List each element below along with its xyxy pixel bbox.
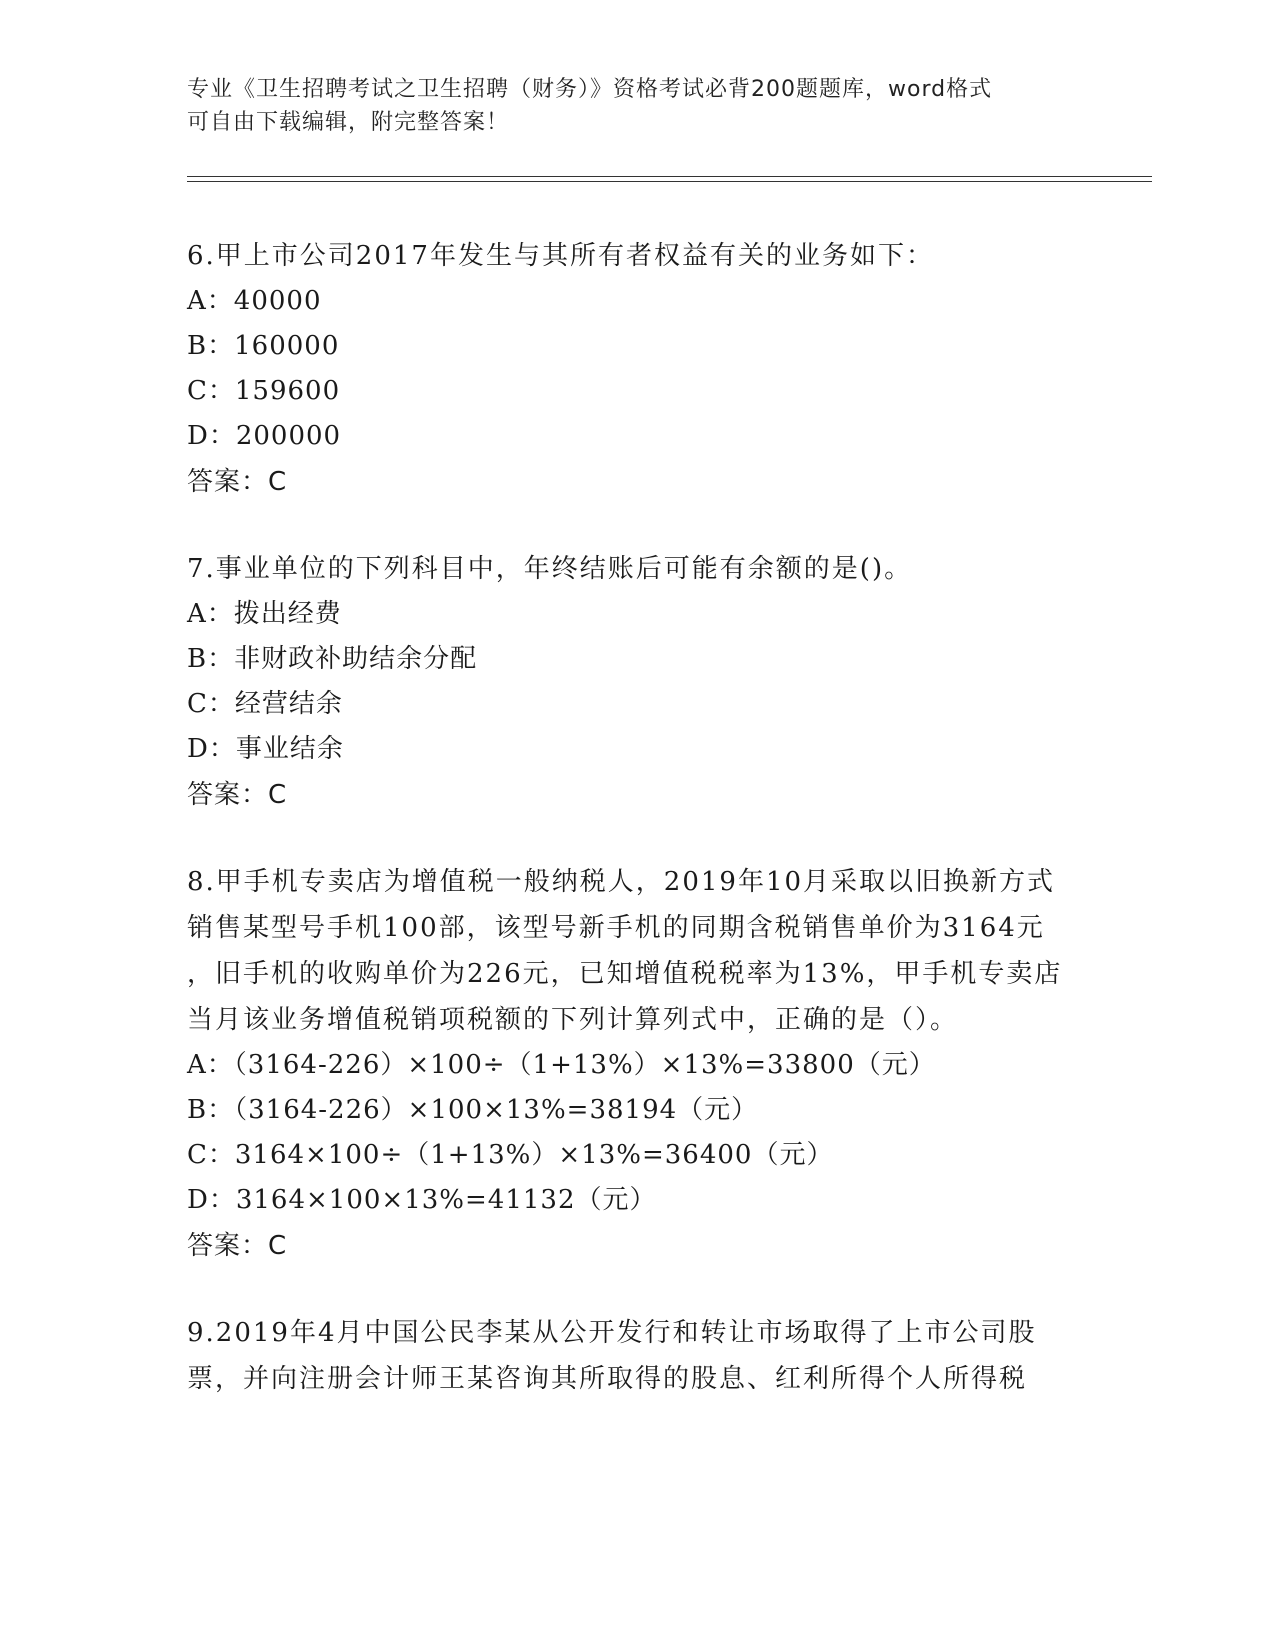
question-stem-line-1: 8.甲手机专卖店为增值税一般纳税人，2019年10月采取以旧换新方式 — [187, 867, 1056, 897]
question-9 — [187, 1310, 1087, 1402]
option-b: B：非财政补助结余分配 — [187, 644, 478, 674]
question-stem-line-2: 票，并向注册会计师王某咨询其所取得的股息、红利所得个人所得税 — [187, 1364, 1028, 1394]
option-c: C：经营结余 — [187, 689, 343, 719]
option-c: C：3164×100÷（1+13%）×13%=36400（元） — [187, 1140, 834, 1170]
header-divider-top — [187, 176, 1152, 177]
answer: 答案：C — [187, 467, 288, 497]
answer: 答案：C — [187, 1231, 288, 1261]
option-a: A：（3164-226）×100÷（1+13%）×13%=33800（元） — [187, 1050, 936, 1080]
option-d: D：3164×100×13%=41132（元） — [187, 1185, 657, 1215]
question-6 — [187, 233, 1087, 505]
question-stem-line-3: ，旧手机的收购单价为226元，已知增值税税率为13%，甲手机专卖店 — [187, 959, 1063, 989]
question-7 — [187, 546, 1087, 818]
question-8 — [187, 859, 1087, 1269]
option-a: A：40000 — [187, 286, 322, 316]
option-d: D：事业结余 — [187, 734, 344, 764]
answer: 答案：C — [187, 780, 288, 810]
option-b: B：（3164-226）×100×13%=38194（元） — [187, 1095, 759, 1125]
question-stem-line-4: 当月该业务增值税销项税额的下列计算列式中，正确的是（）。 — [187, 1005, 959, 1035]
option-c: C：159600 — [187, 376, 341, 406]
option-b: B：160000 — [187, 331, 340, 361]
option-a: A：拨出经费 — [187, 599, 342, 629]
question-list — [187, 233, 1087, 1443]
header-title-line-1: 专业《卫生招聘考试之卫生招聘（财务）》资格考试必背200题题库，word格式 — [187, 77, 993, 102]
question-stem-line-2: 销售某型号手机100部，该型号新手机的同期含税销售单价为3164元 — [187, 913, 1045, 943]
question-stem-line-1: 9.2019年4月中国公民李某从公开发行和转让市场取得了上市公司股 — [187, 1318, 1037, 1348]
document-header — [187, 73, 1087, 139]
option-d: D：200000 — [187, 421, 342, 451]
question-stem: 6.甲上市公司2017年发生与其所有者权益有关的业务如下： — [187, 241, 934, 271]
question-stem: 7.事业单位的下列科目中，年终结账后可能有余额的是()。 — [187, 554, 913, 584]
header-divider-bottom — [187, 181, 1152, 182]
header-title-line-2: 可自由下载编辑，附完整答案！ — [187, 110, 510, 135]
